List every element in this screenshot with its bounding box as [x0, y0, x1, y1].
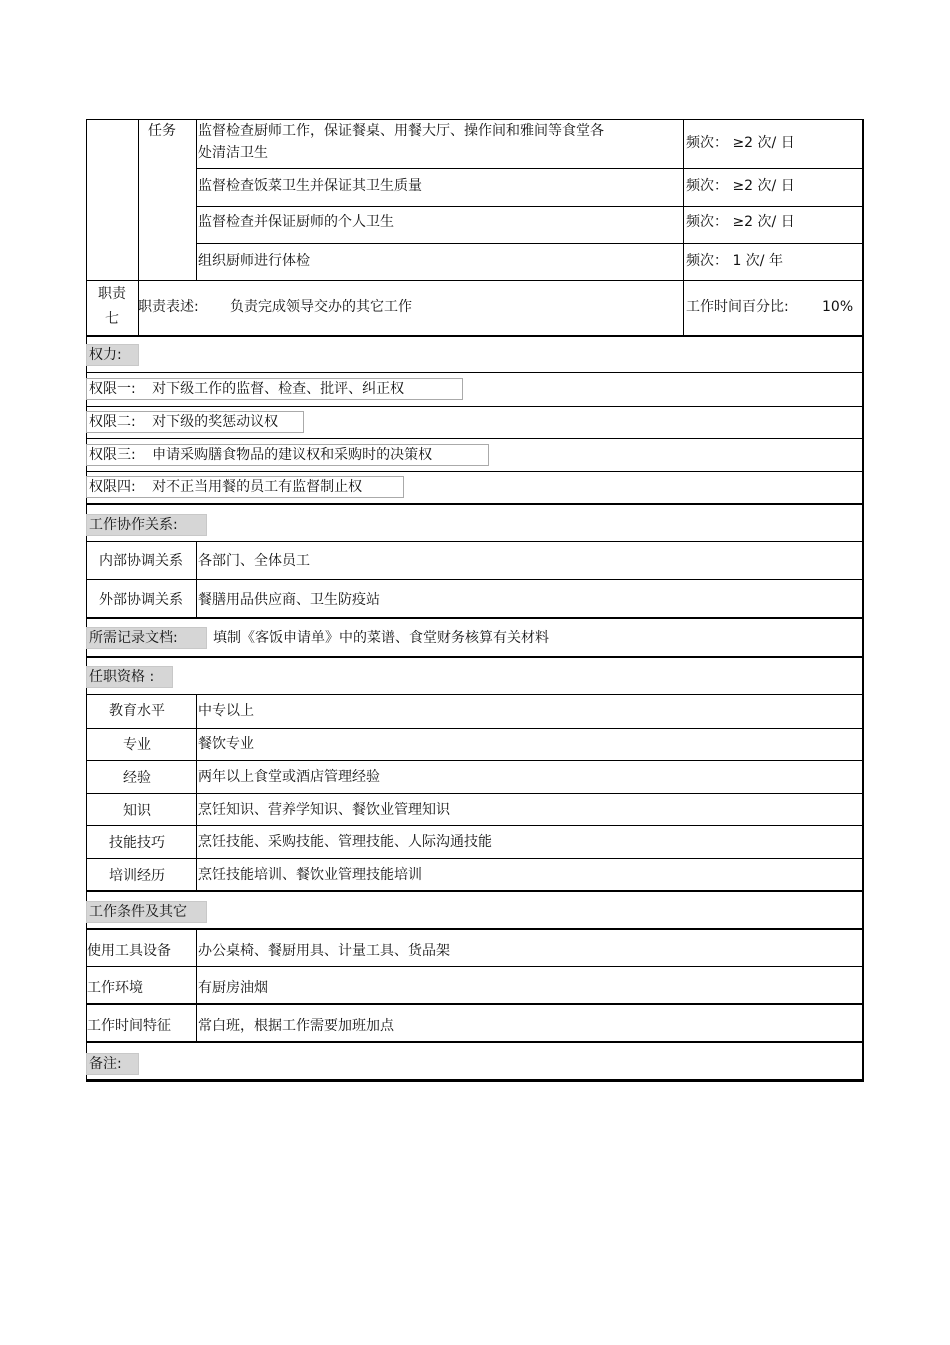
divider [86, 793, 864, 794]
task-label: 任务 [148, 123, 176, 139]
divider [196, 206, 864, 207]
authority-item [86, 378, 463, 400]
job-description-table [86, 119, 864, 1082]
task-desc: 处清洁卫生 [198, 145, 268, 161]
authority-label: 权限四: [89, 479, 136, 495]
task-desc: 监督检查厨师工作，保证餐桌、用餐大厅、操作间和雅间等食堂各 [198, 123, 604, 139]
divider [196, 243, 864, 244]
divider [86, 858, 864, 859]
divider [86, 541, 864, 542]
task-desc: 组织厨师进行体检 [198, 253, 310, 269]
condition-value: 有厨房油烟 [198, 980, 268, 996]
authority-text: 申请采购膳食物品的建议权和采购时的决策权 [152, 447, 433, 463]
collab-label: 外部协调关系 [99, 592, 183, 608]
authority-item [86, 476, 404, 498]
section-title: 工作条件及其它 [86, 901, 207, 923]
qualification-value: 中专以上 [198, 703, 254, 719]
task-frequency: 频次： ≥2 次/ 日 [686, 135, 795, 151]
qualification-label: 技能技巧 [109, 835, 165, 851]
authority-text: 对下级工作的监督、检查、批评、纠正权 [152, 381, 405, 397]
divider [196, 928, 197, 1042]
task-frequency: 频次： ≥2 次/ 日 [686, 214, 795, 230]
qualification-label: 经验 [123, 770, 151, 786]
divider [86, 1079, 864, 1082]
section-title: 任职资格 : [86, 666, 173, 688]
divider [86, 760, 864, 761]
authority-item [86, 411, 304, 433]
qualification-value: 两年以上食堂或酒店管理经验 [198, 769, 380, 785]
authority-label: 权限一: [89, 381, 136, 397]
qualification-label: 知识 [123, 803, 151, 819]
divider [86, 928, 864, 930]
qualification-label: 专业 [123, 737, 151, 753]
records-value: 填制《客饭申请单》中的菜谱、食堂财务核算有关材料 [213, 630, 549, 646]
divider [196, 168, 864, 169]
condition-value: 办公桌椅、餐厨用具、计量工具、货品架 [198, 943, 450, 959]
divider [138, 119, 139, 280]
divider [86, 335, 864, 337]
condition-label: 工作环境 [87, 980, 143, 996]
qualification-value: 烹饪技能培训、餐饮业管理技能培训 [198, 867, 422, 883]
duty-label: 职责 [98, 286, 126, 302]
divider [86, 579, 864, 580]
divider [86, 438, 864, 439]
divider [86, 372, 864, 373]
duty-label: 七 [105, 311, 119, 327]
condition-label: 工作时间特征 [87, 1018, 171, 1034]
authority-text: 对下级的奖惩动议权 [152, 414, 279, 430]
divider [86, 471, 864, 472]
divider [86, 119, 864, 120]
divider [86, 280, 864, 281]
authority-label: 权限三: [89, 447, 136, 463]
divider [86, 1041, 864, 1043]
collab-value: 各部门、全体员工 [198, 553, 310, 569]
divider [86, 1003, 864, 1005]
collab-label: 内部协调关系 [99, 553, 183, 569]
section-title: 备注: [86, 1053, 139, 1075]
authority-text: 对不正当用餐的员工有监督制止权 [152, 479, 363, 495]
divider [683, 119, 684, 336]
records-label: 所需记录文档: [86, 627, 207, 649]
task-frequency: 频次： ≥2 次/ 日 [686, 178, 795, 194]
qualification-value: 烹饪知识、营养学知识、餐饮业管理知识 [198, 802, 450, 818]
time-percent-label: 工作时间百分比: [686, 299, 789, 315]
divider [86, 406, 864, 407]
collab-value: 餐膳用品供应商、卫生防疫站 [198, 592, 380, 608]
task-frequency: 频次： 1 次/ 年 [686, 253, 783, 269]
condition-value: 常白班，根据工作需要加班加点 [198, 1018, 394, 1034]
divider [86, 825, 864, 826]
divider [86, 503, 864, 505]
divider [196, 119, 197, 280]
section-title: 权力: [86, 344, 139, 366]
qualification-value: 烹饪技能、采购技能、管理技能、人际沟通技能 [198, 834, 492, 850]
section-title: 工作协作关系: [86, 514, 207, 536]
divider [86, 728, 864, 729]
task-desc: 监督检查并保证厨师的个人卫生 [198, 214, 394, 230]
divider [196, 694, 197, 890]
divider [86, 617, 864, 619]
time-percent-value: 10% [822, 299, 854, 315]
duty-desc-label: 职责表述: [138, 299, 199, 315]
qualification-label: 教育水平 [109, 703, 165, 719]
qualification-label: 培训经历 [109, 868, 165, 884]
condition-label: 使用工具设备 [87, 943, 171, 959]
qualification-value: 餐饮专业 [198, 736, 254, 752]
task-desc: 监督检查饭菜卫生并保证其卫生质量 [198, 178, 422, 194]
divider [86, 694, 864, 695]
duty-desc: 负责完成领导交办的其它工作 [230, 299, 412, 315]
divider [86, 656, 864, 658]
authority-item [86, 444, 489, 466]
authority-label: 权限二: [89, 414, 136, 430]
divider [86, 966, 864, 967]
divider [86, 890, 864, 892]
